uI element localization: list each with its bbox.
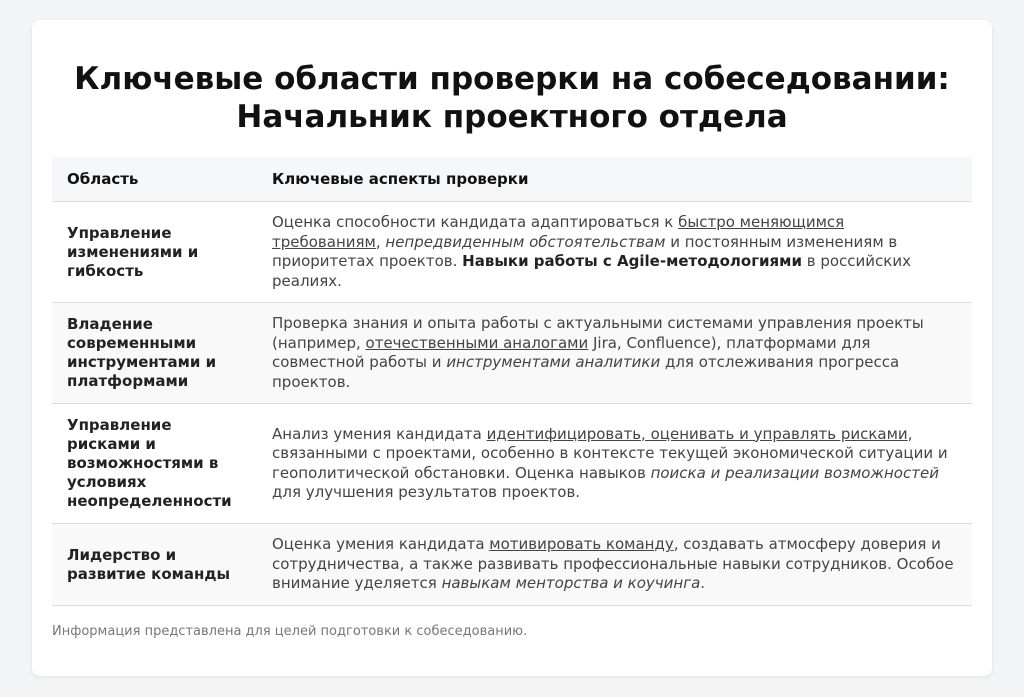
underlined-text: отечественными аналогами [365, 333, 589, 352]
underlined-text: быстро меняющимся требованиям [272, 213, 845, 251]
row-description [257, 202, 972, 303]
header-aspects: Ключевые аспекты проверки [257, 157, 972, 202]
table-row [52, 404, 972, 524]
row-area: Лидерство и развитие команды [52, 524, 257, 606]
page-title-line-2: Начальник проектного отдела [236, 99, 788, 135]
page-title [32, 60, 992, 136]
row-area: Управление изменениями и гибкость [52, 202, 257, 303]
row-description [257, 303, 972, 404]
text-segment: для улучшения результатов проектов. [272, 483, 581, 501]
text-segment: и постоянным изменениям в приоритетах проектов. [272, 232, 898, 270]
table-row [52, 202, 972, 303]
italic-text: непредвиденным обстоятельствам [385, 232, 666, 251]
interview-areas-table [52, 157, 972, 606]
footer-note: Информация представлена для целей подготовки к собеседованию. [52, 624, 528, 639]
table-row [52, 303, 972, 404]
header-area: Область [52, 157, 257, 202]
page-title-line-1: Ключевые области проверки на собеседовании: [74, 61, 950, 97]
text-segment: для отслеживания прогресса проектов. [272, 353, 900, 391]
underlined-text: идентифицировать, оценивать и управлять рисками [486, 424, 908, 443]
italic-text: навыкам менторства и коучинга [441, 574, 701, 593]
row-area: Управление рисками и возможностями в условиях неопределенности [52, 404, 257, 524]
text-segment: , связанными с проектами, особенно в контексте текущей экономической ситуации и геополитической обстановки. Оценка навыков [272, 424, 948, 482]
text-segment: Анализ умения кандидата [272, 424, 487, 443]
text-segment: Проверка знания и опыта работы с актуальными системами управления проекты (например, [272, 314, 924, 352]
row-area: Владение современными инструментами и платформами [52, 303, 257, 404]
table-row [52, 524, 972, 606]
text-segment: Оценка способности кандидата адаптироваться к [272, 213, 679, 231]
italic-text: инструментами аналитики [446, 353, 661, 371]
row-description [257, 404, 972, 524]
text-segment: , [375, 232, 386, 251]
bold-text: Навыки работы с Agile-методологиями [462, 252, 802, 270]
content-card [32, 20, 992, 676]
text-segment: , создавать атмосферу доверия и сотрудничества, а также развивать профессиональные навыки сотрудников. Особое внимание уделяется [272, 535, 954, 593]
text-segment: Jira, Confluence), платформами для совместной работы и [272, 333, 871, 371]
text-segment: . [700, 574, 706, 593]
text-segment: в российских реалиях. [272, 252, 911, 290]
text-segment: Оценка умения кандидата [272, 535, 490, 554]
italic-text: поиска и реализации возможностей [650, 463, 939, 482]
underlined-text: мотивировать команду [489, 535, 674, 554]
row-description [257, 524, 972, 606]
table-header-row [52, 157, 972, 202]
